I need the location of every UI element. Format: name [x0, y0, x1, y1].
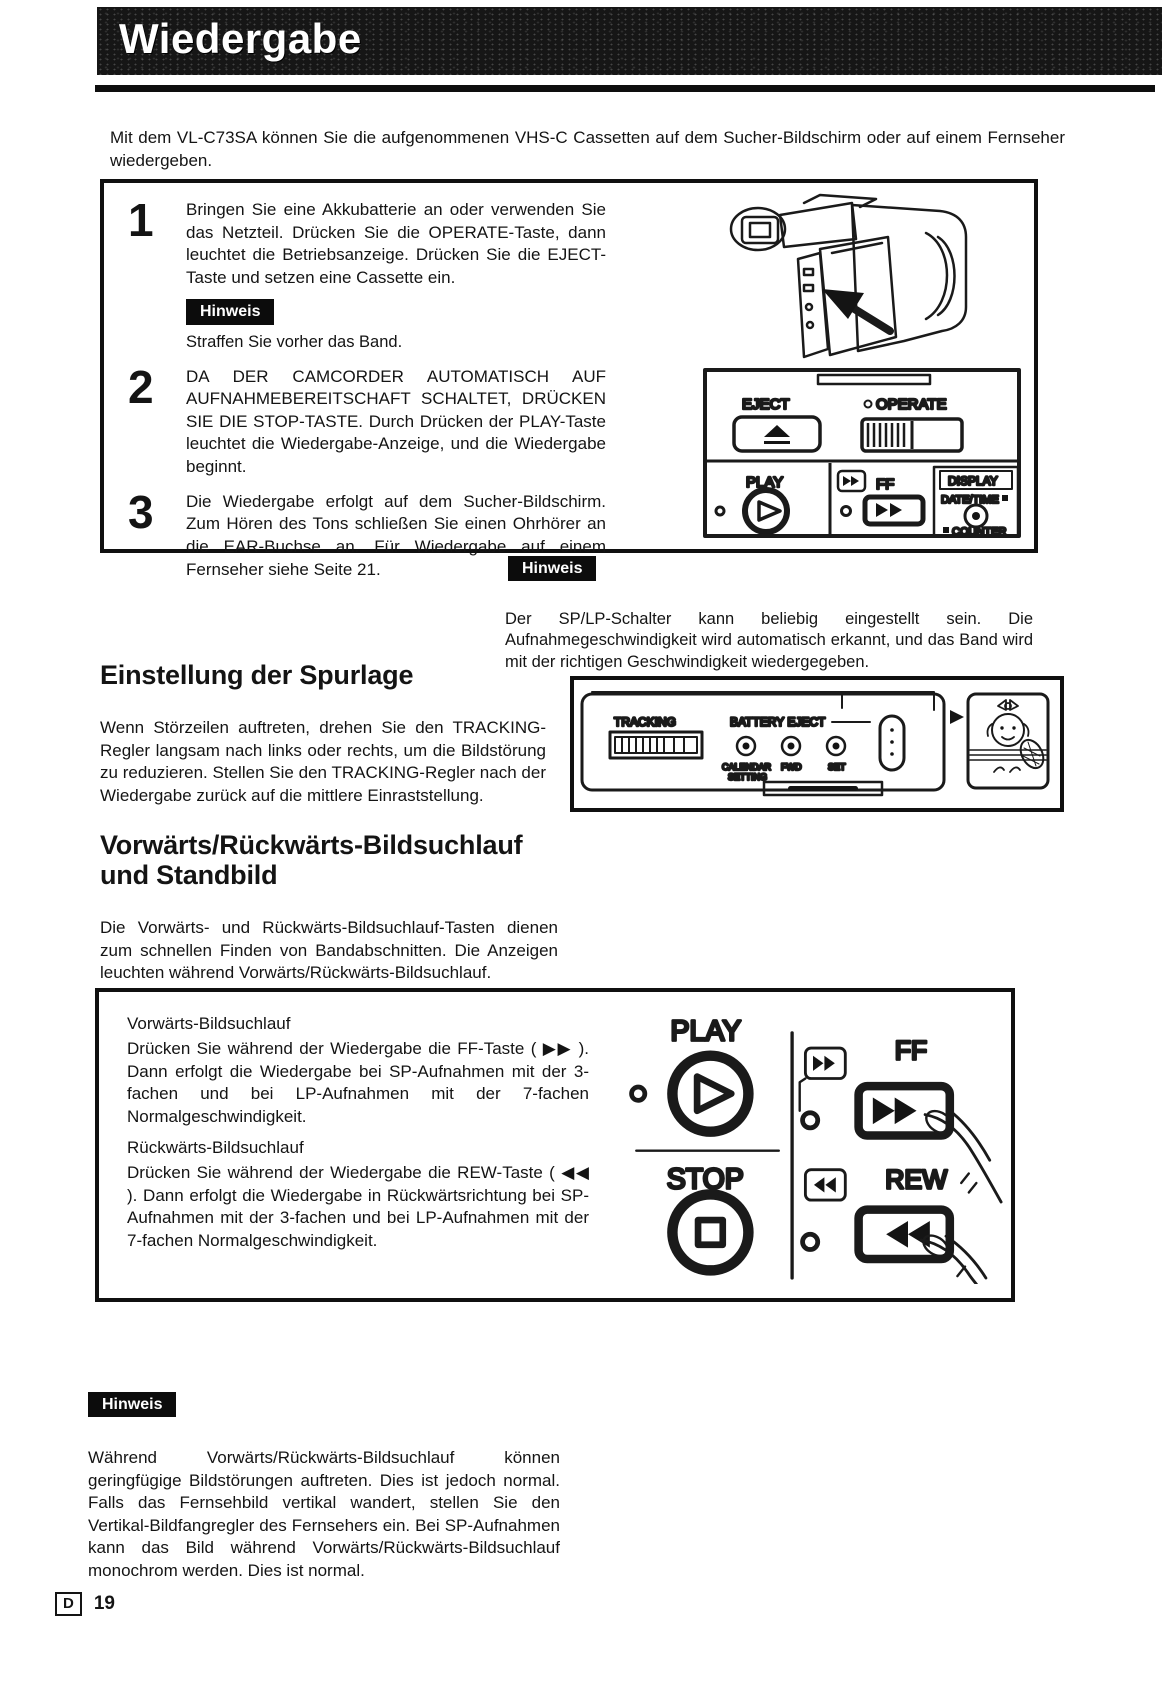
insert-arrow-icon [848, 305, 890, 331]
sp-lp-note-text: Der SP/LP-Schalter kann beliebig eingestellt sein. Die Aufnahmegeschwindigkeit wird automatisch erkannt, und das Band wird mit der richtigen Geschwindigkeit wiedergegeben. [505, 609, 1033, 672]
tracking-panel-illustration [574, 680, 1052, 800]
step-2-number: 2 [128, 360, 154, 413]
page-footer [55, 1592, 115, 1616]
calendar-label: CALENDAR [722, 762, 772, 772]
set-label: SET [828, 762, 846, 772]
page-title: Wiedergabe [119, 15, 362, 62]
step-1-text: Bringen Sie eine Akkubatterie an oder verwenden Sie das Netzteil. Drücken Sie die OPERATE-Taste, dann leuchtet die Betriebsanzeige. Drücken Sie die EJECT-Taste und setzen eine Cassette ein. [186, 200, 606, 287]
control-panel-illustration [700, 365, 1024, 541]
pointer-arrow-icon [950, 710, 964, 724]
step-3-text: Die Wiedergabe erfolgt auf dem Sucher-Bildschirm. Zum Hören des Tons schließen Sie einen Ohrhörer an die EAR-Buchse an. Für Wiedergabe auf einem Fernseher siehe Seite 21. [186, 491, 606, 579]
play-label: PLAY [746, 474, 784, 491]
step-note-badge-wrap [186, 299, 606, 324]
camcorder-body-icon [852, 205, 966, 351]
play-label: PLAY [670, 1015, 742, 1048]
hinweis-badge: Hinweis [88, 1392, 176, 1417]
camcorder-illustration [700, 189, 1020, 365]
battery-eject-label: BATTERY EJECT [730, 715, 826, 729]
forward-search-title: Vorwärts-Bildsuchlauf [127, 1014, 291, 1033]
step-2 [128, 360, 606, 479]
forward-search-text: Drücken Sie während der Wiedergabe die FF-Taste ( ▶▶ ). Dann erfolgt die Wiedergabe bei SP-Aufnahmen mit der 3-fachen und bei LP-Aufnahmen mit der 7-fachen Normalgeschwindigkeit. [127, 1039, 589, 1126]
search-detail-box [95, 988, 1015, 1302]
region-code: D [55, 1592, 82, 1616]
display-label: DISPLAY [948, 474, 998, 488]
fwd-label: FWD [781, 762, 802, 772]
ff-label: FF [876, 476, 895, 493]
page-number: 19 [93, 1593, 115, 1615]
transport-buttons-illustration [623, 1006, 1003, 1284]
cassette-slot-icon [818, 375, 930, 384]
operate-label: OPERATE [876, 396, 947, 413]
setting-label: SETTING [728, 772, 768, 782]
reverse-search-text: Drücken Sie während der Wiedergabe die REW-Taste ( ◀◀ ). Dann erfolgt die Wiedergabe in Rückwärtsrichtung bei SP-Aufnahmen mit der 3-fachen und bei LP-Aufnahmen mit der 7-fachen Normalgeschwindigkeit. [127, 1163, 589, 1250]
tv-screen-icon [968, 694, 1048, 788]
search-heading [100, 830, 580, 890]
steps-column [128, 194, 606, 591]
search-body: Die Vorwärts- und Rückwärts-Bildsuchlauf-Tasten dienen zum schnellen Finden von Bandabschnitten. Die Anzeigen leuchten während Vorwärts/Rückwärts-Bildsuchlauf. [100, 918, 558, 983]
step-1-number: 1 [128, 194, 154, 246]
tracking-illustration-box [570, 676, 1064, 812]
step-3-number: 3 [128, 485, 154, 538]
forward-search-block [127, 1014, 589, 1128]
hinweis-badge: Hinweis [186, 299, 274, 324]
bottom-note-text: Während Vorwärts/Rückwärts-Bildsuchlauf können geringfügige Bildstörungen auftreten. Dies ist jedoch normal. Falls das Fernsehbild vertikal wandert, stellen Sie den Vertikal-Bildfangregler des Fernsehers ein. Bei SP-Aufnahmen kann das Bild während Vorwärts/Rückwärts-Bildsuchlauf monochrom werden. Dies ist normal. [88, 1448, 560, 1581]
play-button-icon [672, 1056, 748, 1132]
step-1 [128, 194, 606, 289]
section-banner [97, 7, 1162, 75]
tracking-body: Wenn Störzeilen auftreten, drehen Sie den TRACKING-Regler langsam nach links oder rechts, um die Bildstörung zu reduzieren. Stellen Sie den TRACKING-Regler nach der Wiedergabe zurück auf die mittlere Einraststellung. [100, 718, 546, 805]
eject-label: EJECT [742, 396, 790, 413]
counter-label: COUNTER [952, 526, 1007, 538]
rew-indicator-icon [805, 1170, 845, 1200]
step-2-text: DA DER CAMCORDER AUTOMATISCH AUF AUFNAHMEBEREITSCHAFT SCHALTET, DRÜCKEN SIE DIE STOP-TASTE. Durch Drücken der PLAY-Taste leuchtet die Wiedergabe-Anzeige, und die Wiedergabe beginnt. [186, 366, 606, 477]
stop-button-icon [672, 1194, 748, 1270]
search-heading-line2: und Standbild [100, 860, 278, 891]
ff-label: FF [894, 1035, 928, 1066]
tracking-label: TRACKING [614, 715, 677, 729]
step-note-text: Straffen Sie vorher das Band. [186, 332, 403, 351]
rew-label: REW [885, 1164, 948, 1195]
search-heading-line1: Vorwärts/Rückwärts-Bildsuchlauf [100, 830, 523, 860]
stop-label: STOP [666, 1163, 744, 1196]
hinweis-badge: Hinweis [508, 556, 596, 581]
viewfinder-barrel-icon [780, 203, 856, 247]
reverse-search-block [127, 1138, 589, 1252]
playback-steps-box [100, 179, 1038, 579]
cartoon-girl-icon [988, 700, 1048, 772]
date-time-label: DATE/TIME [941, 494, 999, 506]
reverse-search-title: Rückwärts-Bildsuchlauf [127, 1138, 304, 1157]
header-rule [95, 85, 1155, 92]
intro-paragraph: Mit dem VL-C73SA können Sie die aufgenommenen VHS-C Cassetten auf dem Sucher-Bildschirm oder auf einem Fernseher wiedergeben. [110, 128, 1065, 170]
tracking-heading: Einstellung der Spurlage [100, 660, 414, 690]
